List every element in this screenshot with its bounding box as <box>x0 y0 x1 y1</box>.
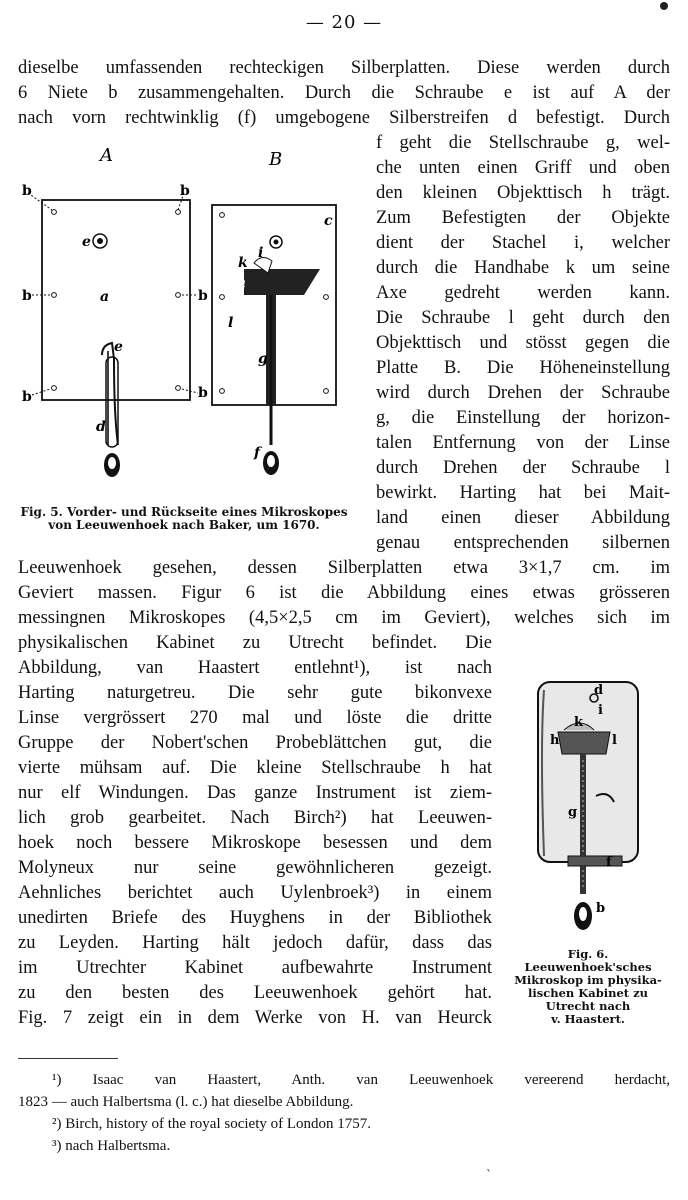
text-line: Die Schraube l geht durch den <box>376 308 670 328</box>
fig5-label-b: B <box>269 149 283 170</box>
text-line: nur elf Windungen. Das ganze Instrument ist ziem- <box>18 783 492 803</box>
text-line: Objekttisch und stösst gegen die <box>376 333 670 353</box>
fig5-caption <box>14 506 354 532</box>
fig5-letter-e: e <box>82 234 91 250</box>
fig5-letter-l: l <box>228 315 234 331</box>
fig6-letter-k: k <box>574 715 584 730</box>
footnote: ¹) Isaac van Haastert, Anth. van Leeuwenhoek vereerend herdacht, <box>52 1072 670 1088</box>
page-number: — 20 — <box>305 12 383 33</box>
text-line: durch die Handhabe k um seine <box>376 258 670 278</box>
text-line: talen Entfernung von der Linse <box>376 433 670 453</box>
text-line: durch Drehen der Schraube l <box>376 458 670 478</box>
text-line: Fig. 7 zeigt ein in dem Werke von H. van Heurck <box>18 1008 492 1028</box>
fig5-letter-b: b <box>198 385 208 401</box>
text-line: zu den besten des Leeuwenhoek gehört hat. <box>18 983 492 1003</box>
footnote-rule <box>18 1058 118 1059</box>
caption-line: Utrecht nach <box>545 999 631 1013</box>
text-line: im Utrechter Kabinet aufbewahrte Instrument <box>18 958 492 978</box>
text-line: genau entsprechenden silbernen <box>376 533 670 553</box>
footnote: 1823 — auch Halbertsma (l. c.) hat dieselbe Abbildung. <box>18 1094 354 1110</box>
text-line: lich grob gearbeitet. Nach Birch²) hat Leeuwen- <box>18 808 492 828</box>
text-line: dieselbe umfassenden rechteckigen Silberplatten. Diese werden durch <box>18 58 670 78</box>
text-line: bewirkt. Harting hat bei Mait- <box>376 483 670 503</box>
footnote: ³) nach Halbertsma. <box>52 1138 171 1154</box>
text-line: wird durch Drehen der Schraube <box>376 383 670 403</box>
text-line: Axe gedreht werden kann. <box>376 283 670 303</box>
caption-line: v. Haastert. <box>551 1012 625 1026</box>
text-line: f geht die Stellschraube g, wel- <box>376 133 670 153</box>
text-line: Geviert massen. Figur 6 ist die Abbildung eines etwas grösseren <box>18 583 670 603</box>
text-line: messingnen Mikroskopes (4,5×2,5 cm im Geviert), welches sich im <box>18 608 670 628</box>
fig5-letter-i: i <box>258 245 264 261</box>
text-line: land einen dieser Abbildung <box>376 508 670 528</box>
caption-line: Leeuwenhoek'sches <box>524 960 652 974</box>
fig6-letter-g: g <box>568 805 578 820</box>
text-line: physikalischen Kabinet zu Utrecht befindet. Die <box>18 633 492 653</box>
figure-6-microscope-illustration <box>510 676 660 946</box>
fig6-letter-d: d <box>594 683 604 698</box>
text-line: Platte B. Die Höheneinstellung <box>376 358 670 378</box>
text-line: Abbildung, van Haastert entlehnt¹), ist nach <box>18 658 492 678</box>
fig5-letter-d: d <box>96 419 106 435</box>
text-line: hoek noch bessere Mikroskope besessen und dem <box>18 833 492 853</box>
text-line: dient der Stachel i, welcher <box>376 233 670 253</box>
text-line: unedirten Briefe des Huyghens in der Bibliothek <box>18 908 492 928</box>
fig5-letter-b: b <box>180 183 190 199</box>
caption-line: Mikroskop im physika- <box>514 973 662 987</box>
fig5-letter-e: e <box>114 339 123 355</box>
fig6-letter-b: b <box>596 901 606 916</box>
fig6-letter-i: i <box>598 703 603 718</box>
plate-a-outline <box>42 200 190 400</box>
text-line: Molyneux nur seine gewöhnlicheren gezeigt. <box>18 858 492 878</box>
fig5-letter-b: b <box>198 288 208 304</box>
fig6-plate <box>538 682 638 862</box>
fig5-letter-b: b <box>22 183 32 199</box>
fig5-label-a: A <box>100 145 113 166</box>
text-line: Linse vergrössert 270 mal und löste die dritte <box>18 708 492 728</box>
fig5-letter-c: c <box>324 213 333 229</box>
fig5-letter-g: g <box>258 351 268 367</box>
text-line: g, die Einstellung der horizon- <box>376 408 670 428</box>
text-line: Gruppe der Nobert'schen Probeblättchen gut, die <box>18 733 492 753</box>
ink-dot <box>660 2 668 10</box>
text-line: den kleinen Objekttisch h trägt. <box>376 183 670 203</box>
caption-line: Fig. 5. Vorder- und Rückseite eines Mikroskopes <box>20 505 348 519</box>
text-line: Leeuwenhoek gesehen, dessen Silberplatten etwa 3×1,7 cm. im <box>18 558 670 578</box>
text-line: che unten einen Griff und oben <box>376 158 670 178</box>
text-line: Harting naturgetreu. Die sehr gute bikonvexe <box>18 683 492 703</box>
fig6-letter-l: l <box>612 733 617 748</box>
caption-line: von Leeuwenhoek nach Baker, um 1670. <box>48 518 320 532</box>
fig5-letter-b: b <box>22 288 32 304</box>
fig6-letter-h: h <box>550 733 560 748</box>
figure-5-microscope-illustration <box>22 145 352 480</box>
fig5-letter-a: a <box>100 289 110 305</box>
text-line: nach vorn rechtwinklig (f) umgebogene Silberstreifen d befestigt. Durch <box>18 108 670 128</box>
text-line: 6 Niete b zusammengehalten. Durch die Schraube e ist auf A der <box>18 83 670 103</box>
text-line: zu Leyden. Harting hält jedoch dafür, dass das <box>18 933 492 953</box>
fig5-letter-f: f <box>254 445 261 461</box>
caption-line: Fig. 6. <box>567 947 609 961</box>
fig5-letter-b: b <box>22 389 32 405</box>
fig5-letter-h: h <box>236 275 247 291</box>
footnote: ²) Birch, history of the royal society of London 1757. <box>52 1116 372 1132</box>
fig5-letter-k: k <box>238 255 248 271</box>
text-line: Zum Befestigten der Objekte <box>376 208 670 228</box>
stray-mark: ` <box>486 1168 492 1182</box>
fig6-caption <box>498 948 678 1026</box>
fig6-letter-f: f <box>606 855 612 870</box>
text-line: Aehnliches berichtet auch Uylenbroek³) in einem <box>18 883 492 903</box>
caption-line: lischen Kabinet zu <box>528 986 648 1000</box>
text-line: vierte mühsam auf. Die kleine Stellschraube h hat <box>18 758 492 778</box>
